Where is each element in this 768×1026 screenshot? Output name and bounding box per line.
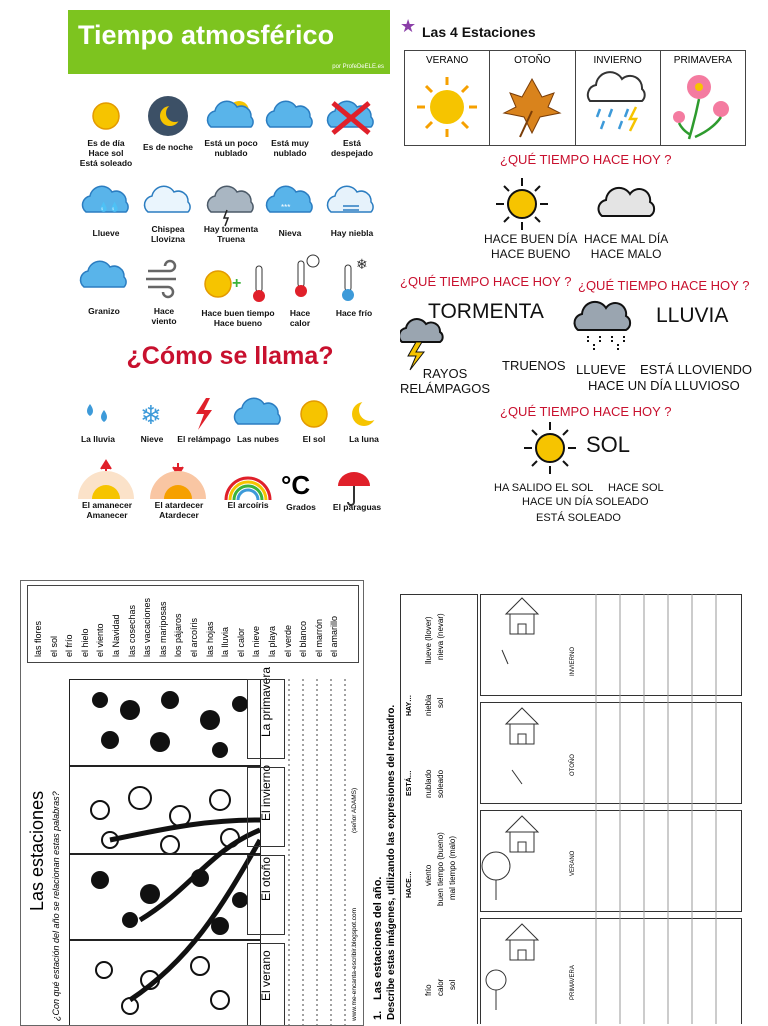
hace-1-2: sol <box>448 979 457 990</box>
word-8: las mariposas <box>157 601 168 657</box>
como-r1-1: Nieve <box>140 434 164 444</box>
question-2: ¿QUÉ TIEMPO HACE HOY ? <box>400 274 572 289</box>
moon-icon <box>148 96 188 136</box>
label-frame-4 <box>247 943 285 1026</box>
label-r3-2: Hace buen tiempo Hace bueno <box>201 308 275 328</box>
word-3: el hielo <box>79 628 90 657</box>
hace-1-0: frío <box>424 984 433 996</box>
estaciones-title: Las 4 Estaciones <box>422 24 536 40</box>
ws2-instruction: Describe estas imágenes, utilizando las expresiones del recuadro. <box>386 704 397 1020</box>
partly-cloudy-icon <box>207 101 253 127</box>
cold-icon <box>342 256 368 301</box>
tormenta: TORMENTA <box>428 300 544 323</box>
season-primavera: PRIMAVERA <box>661 51 745 145</box>
hay-0: niebla <box>424 694 433 716</box>
clouds-icon <box>234 398 280 424</box>
soleado: ESTÁ SOLEADO <box>536 512 621 524</box>
word-16: el verde <box>282 624 293 657</box>
leaves-icon <box>492 71 572 141</box>
ws2-season-invierno: INVIERNO <box>570 646 576 676</box>
word-12: la lluvia <box>220 626 231 657</box>
label-r1-4: Está despejado <box>330 138 374 158</box>
sun-icon-5 <box>520 420 580 476</box>
hot-icon <box>295 255 319 297</box>
ws2-season-otono: OTOÑO <box>570 754 576 776</box>
season-label-verano: El verano <box>259 950 273 1001</box>
storm-icon <box>207 186 253 226</box>
drops-icon <box>87 404 107 422</box>
question-4: ¿QUÉ TIEMPO HACE HOY ? <box>500 404 672 419</box>
hace-2-1: buen tiempo (bueno) <box>436 832 445 906</box>
hace-1-1: calor <box>436 978 445 996</box>
como-r1-3: Las nubes <box>236 434 280 444</box>
lightning-icon <box>196 398 212 430</box>
label-r3-1: Hace viento <box>151 306 177 326</box>
flowers-icon <box>663 71 743 141</box>
word-18: el marrón <box>313 618 324 657</box>
sun-icon-4 <box>492 176 552 232</box>
label-r1-0: Es de día Hace sol Está soleado <box>79 138 133 168</box>
word-13: el calor <box>235 627 246 657</box>
season-label-invierno: El invierno <box>259 764 273 821</box>
rain-cloud-icon <box>570 300 644 352</box>
llueve: LLUEVE <box>576 362 626 377</box>
como-r2-2: El arcoíris <box>227 500 269 510</box>
label-frame-2 <box>247 764 285 847</box>
hay-head: HAY… <box>406 694 413 716</box>
drizzle-icon <box>144 186 190 212</box>
wind-icon <box>146 261 176 297</box>
label-r3-0: Granizo <box>88 306 120 316</box>
svg-text:+: + <box>232 275 242 292</box>
worksheet-describe <box>372 580 768 1024</box>
sun-icon-3 <box>407 71 487 141</box>
snowflake-icon <box>140 400 162 430</box>
sun-icon-2 <box>301 401 327 427</box>
snow-icon <box>266 186 312 212</box>
label-r2-3: Nieva <box>278 228 302 238</box>
ws2-title: Las estaciones del año. <box>372 876 384 1000</box>
fog-icon <box>327 186 373 212</box>
rainbow-icon <box>226 478 270 500</box>
hace-sol: HACE SOL <box>608 482 664 494</box>
esta-1: soleado <box>436 769 445 798</box>
sun-icon <box>93 103 119 129</box>
season-invierno: INVIERNO <box>576 51 661 145</box>
tiempo-poster <box>68 10 392 524</box>
como-r2-3: Grados <box>286 502 316 512</box>
question-3: ¿QUÉ TIEMPO HACE HOY ? <box>578 278 750 293</box>
como-title: ¿Cómo se llama? <box>126 342 334 370</box>
word-5: la Navidad <box>111 614 121 657</box>
star-icon: ★ <box>400 16 417 36</box>
season-label-otono: El otoño <box>259 856 273 901</box>
ws1-author: (señor ADAMS) <box>351 787 358 833</box>
sunset-icon <box>150 463 206 499</box>
lluvioso: HACE UN DÍA LLUVIOSO <box>588 378 740 393</box>
seasons-strip <box>404 50 746 146</box>
word-19: el amarillo <box>329 615 340 657</box>
ws1-title: Las estaciones <box>27 790 47 911</box>
season-otono: OTOÑO <box>490 51 575 145</box>
word-1: el sol <box>48 635 59 657</box>
trees-image <box>70 680 260 1026</box>
cloud-icon <box>592 182 662 226</box>
word-17: el blanco <box>298 620 309 657</box>
season-label-primavera: La primavera <box>259 666 273 737</box>
ws2-season-primavera: PRIMAVERA <box>570 965 576 1000</box>
label-frame-3 <box>247 855 285 935</box>
degrees-icon: °C <box>281 470 311 500</box>
ws1-source: www.me-encanta-escribir.blogspot.com <box>351 907 358 1021</box>
verb-0: llueve (llover) <box>424 616 433 664</box>
season-verano: VERANO <box>405 51 490 145</box>
truenos: TRUENOS <box>502 358 566 373</box>
lloviendo: ESTÁ LLOVIENDO <box>640 362 752 377</box>
como-r1-2: El relámpago <box>177 434 231 444</box>
label-r1-1: Es de noche <box>142 142 194 152</box>
rain-icon <box>82 186 128 212</box>
hace-head: HACE… <box>406 871 413 898</box>
sol: SOL <box>586 432 631 457</box>
svg-text:❄: ❄ <box>140 400 162 430</box>
tree-strip <box>69 679 261 1026</box>
estaciones-poster <box>400 14 766 526</box>
rayos: RAYOS RELÁMPAGOS <box>400 366 491 396</box>
cloudy-icon <box>266 101 312 127</box>
label-r2-4: Hay niebla <box>330 228 374 238</box>
como-r2-4: El paraguas <box>332 502 382 512</box>
como-r2-1: El atardecer Atardecer <box>154 500 204 520</box>
como-r1-0: La lluvia <box>80 434 115 444</box>
word-9: los pájaros <box>173 613 184 657</box>
word-14: la nieve <box>251 625 262 657</box>
label-r2-1: Chispea Llovizna <box>150 224 185 244</box>
tiempo-banner <box>68 10 390 74</box>
hace-2-0: viento <box>424 864 433 886</box>
svg-text:💧💧: 💧💧 <box>98 202 121 212</box>
label-r2-0: Llueve <box>92 228 120 238</box>
label-r1-2: Está un poco nublado <box>204 138 258 158</box>
label-r3-4: Hace frío <box>335 308 373 318</box>
word-0: las flores <box>33 620 43 657</box>
como-r1-4: El sol <box>302 434 326 444</box>
esta-head: ESTÁ… <box>406 770 413 796</box>
word-7: las vacaciones <box>142 597 153 657</box>
mal-dia: HACE MAL DÍA HACE MALO <box>584 232 669 261</box>
hay-1: sol <box>436 697 445 708</box>
como-r2-0: El amanecer Amanecer <box>81 500 133 520</box>
svg-text:❄: ❄ <box>356 256 368 272</box>
label-r2-2: Hay tormenta Truena <box>203 224 259 244</box>
moon-icon-2 <box>352 399 381 426</box>
label-r1-3: Está muy nublado <box>271 138 309 158</box>
word-6: las cosechas <box>126 604 137 657</box>
verb-1: nieva (nevar) <box>436 613 445 660</box>
salido: HA SALIDO EL SOL <box>494 482 594 494</box>
question-1: ¿QUÉ TIEMPO HACE HOY ? <box>500 152 672 167</box>
credit: por ProfeDeELE.es <box>332 64 384 70</box>
word-4: el viento <box>95 623 106 657</box>
ws2-number: 1. <box>372 1010 384 1020</box>
tiempo-title: Tiempo atmosférico <box>78 20 335 50</box>
svg-text:***: *** <box>281 203 291 212</box>
lluvia: LLUVIA <box>656 304 729 327</box>
word-11: las hojas <box>204 621 215 657</box>
good-weather-icon <box>205 266 265 302</box>
soleado-dia: HACE UN DÍA SOLEADO <box>522 496 649 508</box>
umbrella-icon <box>338 472 370 505</box>
sunrise-icon <box>78 461 134 499</box>
clear-icon <box>327 101 373 133</box>
storm-cloud-icon <box>578 67 658 137</box>
esta-0: nublado <box>424 769 433 798</box>
word-10: el arcoíris <box>189 617 199 657</box>
label-r3-3: Hace calor <box>289 308 311 328</box>
hail-icon <box>80 261 126 287</box>
buen-dia: HACE BUEN DÍA HACE BUENO <box>484 232 578 261</box>
label-frame-1 <box>247 679 285 759</box>
como-r1-5: La luna <box>349 434 379 444</box>
ws1-question: ¿Con qué estación del año se relacionan estas palabras? <box>51 791 61 1021</box>
hace-2-2: mal tiempo (malo) <box>448 835 457 900</box>
word-2: el frío <box>64 634 75 657</box>
worksheet-seasons <box>20 580 364 1026</box>
word-15: la playa <box>267 625 277 657</box>
ws2-season-verano: VERANO <box>570 850 576 876</box>
